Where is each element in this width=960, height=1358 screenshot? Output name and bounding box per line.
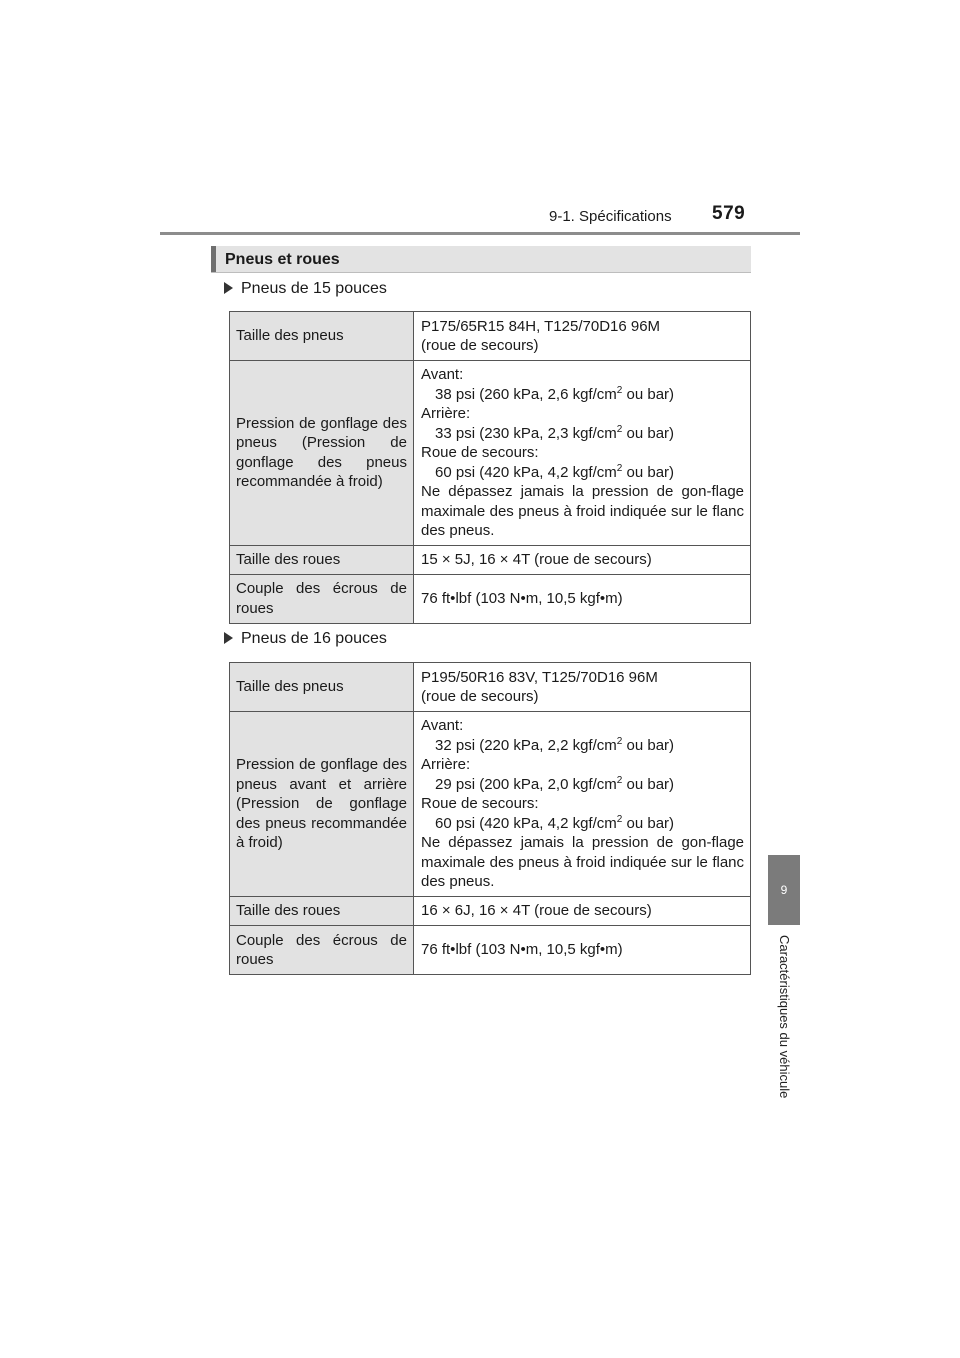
pressure-label: Pression de gonflage des pneus avant et arrière (Pression de gonflage des pneus recommandée à froid) <box>230 712 414 897</box>
wheel-size-value: 15 × 5J, 16 × 4T (roue de secours) <box>414 545 751 574</box>
wheel-size-label: Taille des roues <box>230 897 414 926</box>
tire-size-line2: (roue de secours) <box>421 688 539 705</box>
pressure-value <box>414 361 751 546</box>
pressure-label: Pression de gonflage des pneus (Pression de gonflage des pneus recommandée à froid) <box>230 361 414 546</box>
rear-value: 33 psi (230 kPa, 2,3 kgf/$cm^2$ ou bar) <box>435 423 675 442</box>
tire-size-line1: P175/65R15 84H, T125/70D16 96M <box>421 317 661 335</box>
heading-bar <box>211 246 216 272</box>
spare-label: Roue de secours: <box>421 795 539 813</box>
spare-value: 60 psi (420 kPa, 4,2 kgf/$cm^2$ ou bar) <box>435 462 675 481</box>
spec-table-16 <box>229 662 751 975</box>
table-row <box>230 663 751 712</box>
front-value: 32 psi (220 kPa, 2,2 kgf/$cm^2$ ou bar) <box>435 735 675 754</box>
rear-label: Arrière: <box>421 405 471 422</box>
pressure-warning: Ne dépassez jamais la pression de gon-flage maximale des pneus à froid indiquée sur le flanc des pneus. <box>421 483 744 539</box>
triangle-bullet-icon <box>224 282 233 294</box>
section-heading-text: Pneus et roues <box>225 251 340 268</box>
tire-size-label: Taille des pneus <box>230 663 414 712</box>
table-row <box>230 897 751 926</box>
tire-size-line2: (roue de secours) <box>421 337 539 354</box>
tire-size-value <box>414 663 751 712</box>
subhead-16-inch <box>224 630 387 648</box>
table-row <box>230 712 751 897</box>
rear-value: 29 psi (200 kPa, 2,0 kgf/$cm^2$ ou bar) <box>435 774 675 793</box>
header-section-title: 9-1. Spécifications <box>549 208 672 225</box>
header-rule <box>160 232 800 235</box>
tire-size-line1: P195/50R16 83V, T125/70D16 96M <box>421 668 658 686</box>
torque-value: 76 ft•lbf (103 N•m, 10,5 kgf•m) <box>414 926 751 975</box>
front-value: 38 psi (260 kPa, 2,6 kgf/$cm^2$ ou bar) <box>435 384 675 403</box>
table-row <box>230 312 751 361</box>
torque-label: Couple des écrous de roues <box>230 574 414 623</box>
front-label: Avant: <box>421 366 464 383</box>
triangle-bullet-icon <box>224 632 233 644</box>
chapter-tab: 9 <box>768 855 800 925</box>
subhead-15-inch <box>224 280 387 298</box>
torque-label: Couple des écrous de roues <box>230 926 414 975</box>
page-number: 579 <box>712 203 746 224</box>
torque-value: 76 ft•lbf (103 N•m, 10,5 kgf•m) <box>414 574 751 623</box>
front-label: Avant: <box>421 717 464 735</box>
wheel-size-label: Taille des roues <box>230 545 414 574</box>
pressure-warning: Ne dépassez jamais la pression de gon-flage maximale des pneus à froid indiquée sur le flanc des pneus. <box>421 834 744 891</box>
tire-size-value <box>414 312 751 361</box>
chapter-label: Caractéristiques du véhicule <box>777 935 792 1099</box>
table-row <box>230 926 751 975</box>
tire-size-label: Taille des pneus <box>230 312 414 361</box>
wheel-size-value: 16 × 6J, 16 × 4T (roue de secours) <box>414 897 751 926</box>
spec-table-15 <box>229 311 751 624</box>
spare-label: Roue de secours: <box>421 444 539 461</box>
rear-label: Arrière: <box>421 756 471 774</box>
table-row <box>230 574 751 623</box>
subhead-15-text: Pneus de 15 pouces <box>241 280 387 297</box>
spare-value: 60 psi (420 kPa, 4,2 kgf/$cm^2$ ou bar) <box>435 813 675 832</box>
pressure-value <box>414 712 751 897</box>
table-row <box>230 545 751 574</box>
subhead-16-text: Pneus de 16 pouces <box>241 630 387 647</box>
section-heading <box>211 246 751 273</box>
table-row <box>230 361 751 546</box>
